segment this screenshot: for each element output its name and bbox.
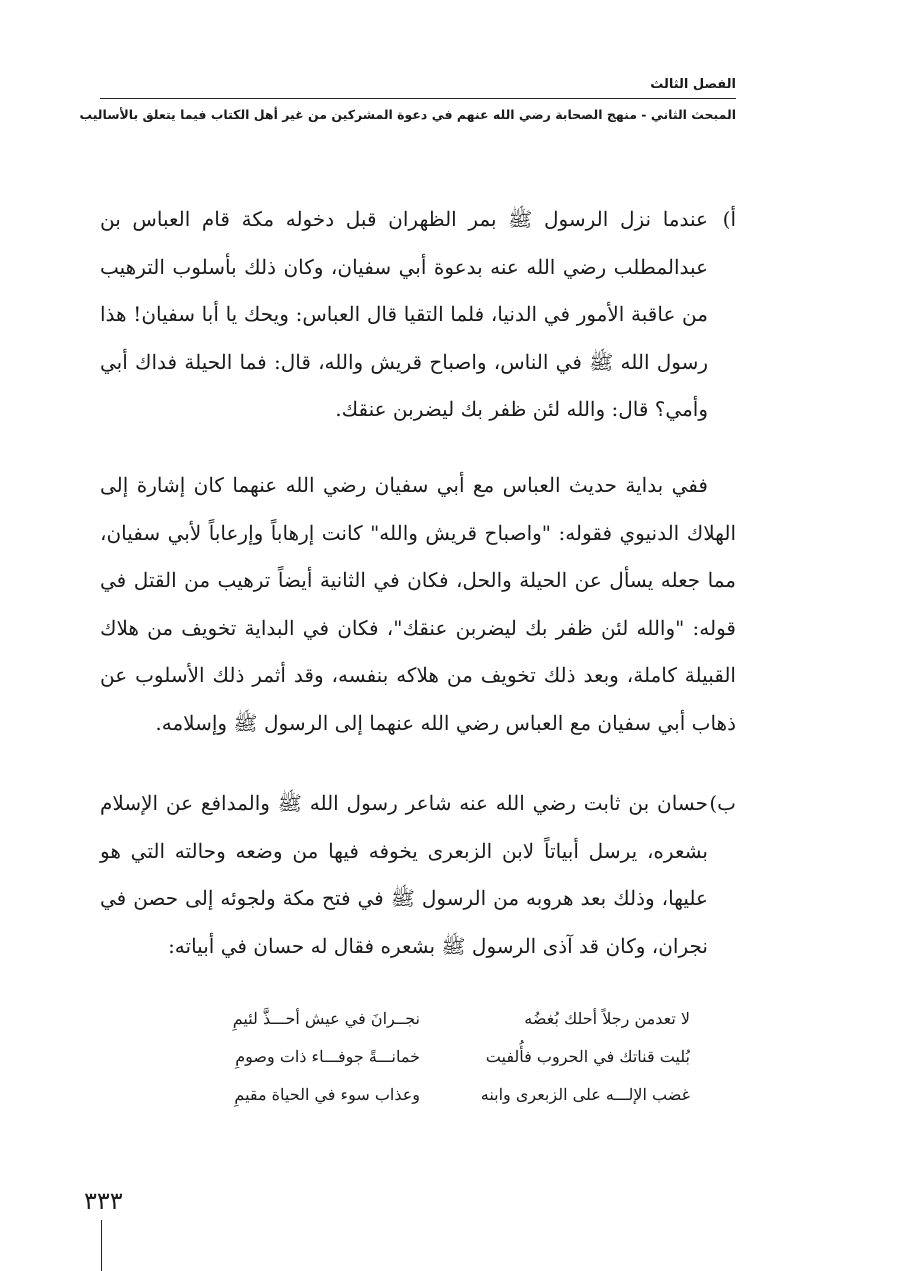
list-marker-a: أ) [722,207,736,231]
poem-verse [200,1076,690,1114]
verse-second-hemistich: نجــرانَ في عيش أحـــذَّ لئيمِ [232,1009,420,1028]
running-header [79,72,736,122]
list-marker-b: ب) [709,791,736,815]
paragraph-item-b: حسان بن ثابت رضي الله عنه شاعر رسول الله ﷺ والمدافع عن الإسلام بشعره، يرسل أبياتاً لابن الزبعرى يخوفه فيها من وضعه وحالته التي هو عليها، وذلك بعد هروبه من الرسول ﷺ في فتح مكة ولجوئه إلى حصن في نجران، وكان قد آذى الرسول ﷺ بشعره فقال له حسان في أبياته: [100,791,709,958]
paragraph-item-a: عندما نزل الرسول ﷺ بمر الظهران قبل دخوله مكة قام العباس بن عبدالمطلب رضي الله عنه بدعوة أبي سفيان، وكان ذلك بأسلوب الترهيب من عاقبة الأمور في الدنيا، فلما التقيا قال العباس: ويحك يا أبا سفيان! هذا رسول الله ﷺ في الناس، واصباح قريش والله، قال: فما الحيلة فداك أبي وأمي؟ قال: والله لئن ظفر بك ليضربن عنقك. [100,207,708,421]
verse-first-hemistich: بُليت قناتك في الحروب فأُلفيت [485,1047,690,1066]
poem-verse [200,1038,690,1076]
page-number: ٣٣٣ [84,1187,123,1215]
poem [200,1000,690,1114]
verse-first-hemistich: لا تعدمن رجلاً أحلك بُغضُه [524,1009,690,1028]
paragraph-analysis: ففي بداية حديث العباس مع أبي سفيان رضي الله عنهما كان إشارة إلى الهلاك الدنيوي فقوله: "واصباح قريش والله" كانت إرهاباً وإرعاباً لأبي سفيان، مما جعله يسأل عن الحيلة والحل، فكان في الثانية أيضاً ترهيب من القتل في قوله: "والله لئن ظفر بك ليضربن عنقك"، فكان في البداية تخويف من هلاك القبيلة كاملة، وبعد ذلك تخويف من هلاكه بنفسه، وقد أثمر ذلك الأسلوب عن ذهاب أبي سفيان مع العباس رضي الله عنهما إلى الرسول ﷺ وإسلامه. [100,473,736,735]
list-item-a [100,196,736,434]
verse-second-hemistich: خمانـــةً جوفـــاء ذات وصومِ [235,1047,420,1066]
list-item-b [100,780,736,970]
section-title: المبحث الثاني - منهج الصحابة رضي الله عنهم في دعوة المشركين من غير أهل الكتاب فيما يتعلق بالأساليب [79,107,736,122]
margin-rule [101,1220,102,1271]
verse-first-hemistich: غضب الإلـــه على الزبعرى وابنه [480,1085,690,1104]
chapter-title: الفصل الثالث [650,77,736,92]
header-divider [100,98,736,99]
verse-second-hemistich: وعذاب سوء في الحياة مقيمِ [234,1085,420,1104]
poem-verse [200,1000,690,1038]
